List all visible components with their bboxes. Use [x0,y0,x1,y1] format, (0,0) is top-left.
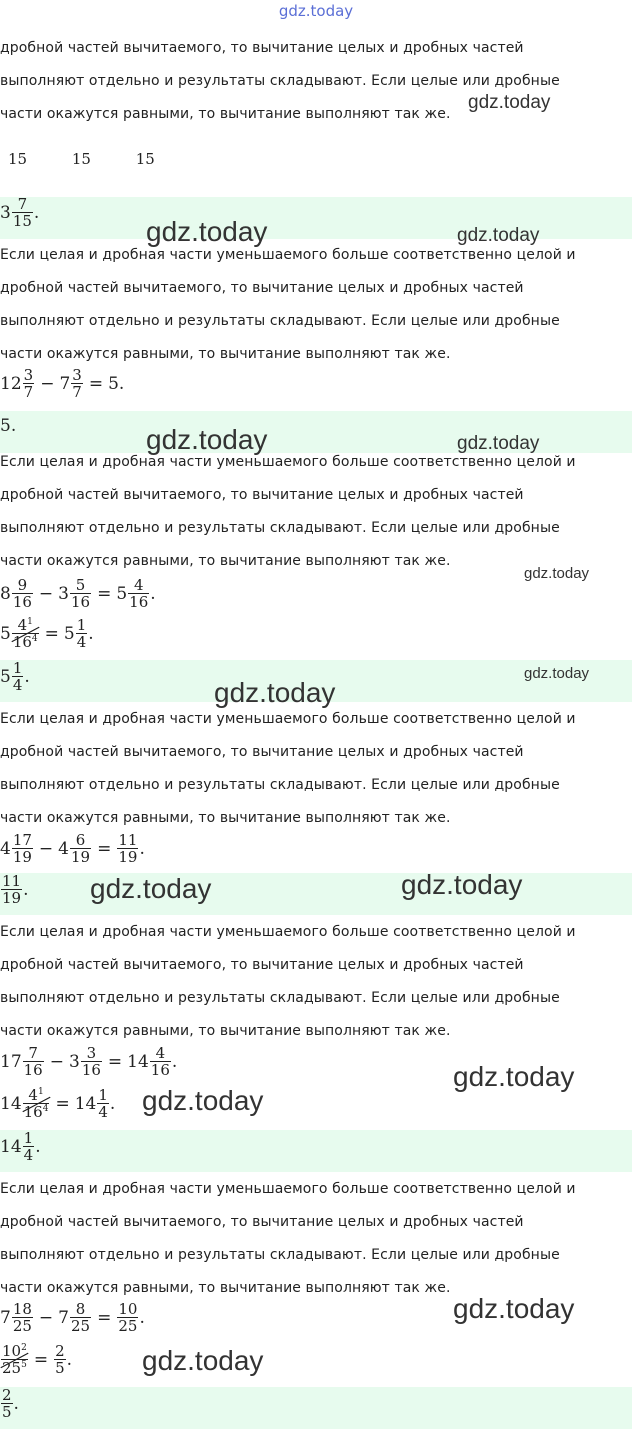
denominator: 4 [23,1146,34,1164]
denominator-value: 25 [2,1359,22,1377]
denominator: 19 [2,889,22,907]
fraction [12,577,33,610]
fraction [70,832,91,865]
numerator: 3 [86,1044,97,1062]
denominator: 16 [12,593,32,611]
work-5-reduce-line [0,1343,72,1376]
minus-sign: − [38,838,54,859]
reduced-denominator: 4 [42,1104,49,1114]
numerator [1,1343,28,1359]
fraction [12,832,33,865]
watermark: gdz.today [142,1345,264,1376]
denominator: 5 [2,1403,12,1421]
numerator: 11 [118,831,138,849]
denominator: 16 [23,1061,43,1079]
text-line: части окажутся равными, то вычитание выполняют так же. [0,1023,451,1039]
fraction [76,617,88,650]
answer-fraction [1,1387,13,1420]
numerator: 10 [118,1300,138,1318]
fraction [117,1301,138,1334]
fraction [97,1087,109,1120]
answer-whole: 3 [0,202,11,223]
text-line: Если целая и дробная части уменьшаемого больше соответственно целой и [0,454,576,470]
fraction [71,367,83,400]
watermark: gdz.today [457,225,540,246]
watermark: gdz.today [457,433,540,454]
numerator: 2 [55,1342,65,1360]
watermark: gdz.today [468,92,551,113]
reduced-numerator: 2 [21,1343,27,1353]
work-2-reduce-line [0,617,94,650]
whole: 7 [58,1307,69,1328]
equals-sign: = [33,1349,49,1370]
text-line: дробной частей вычитаемого, то вычитание целых и дробных частей [0,487,524,503]
text-line: выполняют отдельно и результаты складывают. Если целые или дробные [0,990,560,1006]
text-line: Если целая и дробная части уменьшаемого больше соответственно целой и [0,711,576,727]
watermark: gdz.today [214,677,336,708]
denominator: 7 [23,383,34,401]
watermark: gdz.today [90,873,212,904]
period: . [139,1307,145,1328]
whole: 5 [0,623,11,644]
denominator [23,1103,50,1120]
period: . [150,583,156,604]
period: . [88,623,94,644]
whole: 12 [0,373,22,394]
denominator: 19 [12,848,32,866]
period: . [23,879,29,900]
answer-whole: 14 [0,1136,22,1157]
fraction [81,1045,102,1078]
denominator: 5 [55,1359,65,1377]
equals-sign: = [97,583,112,604]
reduced-denominator: 4 [31,634,38,644]
answer-5 [0,1130,41,1163]
denominator: 4 [12,676,23,694]
denominator [1,1359,28,1376]
period: . [66,1349,73,1370]
period: . [24,666,30,687]
watermark: gdz.today [401,869,523,900]
period: . [171,1051,178,1072]
equals-sign: = [107,1051,123,1072]
denominator-value: 16 [12,633,32,651]
cancelled-fraction [23,1087,50,1120]
watermark: gdz.today [524,665,590,682]
answer-fraction [1,873,22,906]
denominator: 25 [12,1317,32,1335]
answer-whole: 5 [0,666,11,687]
period: . [109,1093,116,1114]
period: . [35,1136,41,1157]
whole: 5 [116,583,128,604]
numerator: 17 [12,831,32,849]
numerator: 6 [75,831,86,849]
work-4-reduce-line [0,1087,115,1120]
whole: 17 [0,1051,22,1072]
answer-4 [0,873,29,906]
fraction [23,367,35,400]
numerator: 1 [98,1086,108,1104]
whole: 7 [0,1307,11,1328]
whole: 14 [127,1051,149,1072]
answer-band [0,1130,632,1172]
fraction [54,1343,66,1376]
answer-fraction [12,196,33,229]
numerator-value: 4 [17,616,28,634]
equals-sign: = [97,1307,112,1328]
work-1-line [0,367,124,400]
numerator: 2 [2,1386,12,1404]
equals-sign: = [44,623,59,644]
equals-sign: = [97,838,112,859]
fraction [70,577,91,610]
numerator: 11 [2,872,22,890]
text-line: части окажутся равными, то вычитание выполняют так же. [0,346,451,362]
site-logo-watermark: gdz.today [278,2,354,20]
text-line: дробной частей вычитаемого, то вычитание целых и дробных частей [0,280,524,296]
cancelled-fraction [12,617,39,650]
denominator: 16 [71,593,91,611]
denominator: 15 [12,212,32,230]
fraction [70,1301,91,1334]
answer-fraction [12,660,24,693]
equals-sign: = [88,373,104,394]
watermark: gdz.today [453,1061,575,1092]
numerator: 7 [28,1044,38,1062]
work-4-line [0,1045,177,1078]
watermark: gdz.today [142,1085,264,1116]
numerator: 4 [155,1044,166,1062]
whole: 7 [59,373,71,394]
numerator: 1 [76,616,87,634]
answer-1 [0,196,39,229]
whole: 14 [0,1093,22,1114]
minus-sign: − [40,373,55,394]
numerator: 4 [133,576,144,594]
period: . [139,838,145,859]
text-line: дробной частей вычитаемого, то вычитание целых и дробных частей [0,1214,524,1230]
answer-whole: 5 [0,416,11,436]
period: . [33,202,40,223]
watermark: gdz.today [146,424,268,455]
text-line: дробной частей вычитаемого, то вычитание целых и дробных частей [0,957,524,973]
reduced-numerator: 1 [27,617,33,627]
cancelled-fraction [1,1343,28,1376]
fraction [117,832,138,865]
equals-sign: = [55,1093,70,1114]
denominator: 16 [129,593,149,611]
text-line: дробной частей вычитаемого, то вычитание целых и дробных частей [0,744,524,760]
fraction [12,1301,33,1334]
denominator [12,633,39,650]
answer-band [0,1387,632,1429]
minus-sign: − [49,1051,64,1072]
numerator: 1 [12,659,23,677]
period: . [10,416,17,436]
reduced-denominator: 5 [21,1360,27,1370]
text-line: Если целая и дробная части уменьшаемого больше соответственно целой и [0,924,576,940]
denominator: 16 [81,1061,101,1079]
fraction [128,577,149,610]
text-line: выполняют отдельно и результаты складывают. Если целые или дробные [0,313,560,329]
text-line: выполняют отдельно и результаты складывают. Если целые или дробные [0,777,560,793]
whole: 14 [74,1093,97,1114]
fraction [150,1045,171,1078]
whole: 4 [0,838,11,859]
text-line: Если целая и дробная части уменьшаемого больше соответственно целой и [0,247,576,263]
whole: 4 [58,838,69,859]
text-line: части окажутся равными, то вычитание выполняют так же. [0,810,451,826]
denominator: 7 [72,383,82,401]
whole: 8 [0,583,11,604]
text-line: дробной частей вычитаемого, то вычитание целых и дробных частей [0,40,524,56]
watermark: gdz.today [146,216,268,247]
answer-3 [0,660,30,693]
minus-sign: − [38,583,54,604]
denominator: 16 [150,1061,170,1079]
text-line: Если целая и дробная части уменьшаемого больше соответственно целой и [0,1181,576,1197]
work-5-line [0,1301,145,1334]
text-line: выполняют отдельно и результаты складывают. Если целые или дробные [0,520,560,536]
numerator: 5 [75,576,86,594]
numerator: 1 [23,1129,34,1147]
numerator: 18 [12,1300,32,1318]
work-3-line [0,832,145,865]
numerator: 8 [75,1300,86,1318]
denominator: 25 [71,1317,91,1335]
cut-off-denominators: 15 15 15 [8,150,155,168]
numerator: 3 [72,366,82,384]
watermark: gdz.today [453,1293,575,1324]
numerator: 3 [23,366,34,384]
whole: 5 [63,623,75,644]
answer-fraction [23,1130,35,1163]
whole: 3 [58,583,69,604]
text-line: выполняют отдельно и результаты складывают. Если целые или дробные [0,73,560,89]
denominator: 25 [118,1317,138,1335]
text-line: части окажутся равными, то вычитание выполняют так же. [0,106,451,122]
fraction [23,1045,44,1078]
minus-sign: − [38,1307,54,1328]
work-2-line [0,577,156,610]
result: 5. [108,373,125,394]
numerator-value: 4 [28,1086,38,1104]
period: . [13,1393,19,1414]
watermark: gdz.today [524,565,590,582]
numerator: 7 [17,195,28,213]
denominator: 4 [98,1103,108,1121]
text-line: части окажутся равными, то вычитание выполняют так же. [0,553,451,569]
denominator: 19 [118,848,138,866]
reduced-numerator: 1 [37,1087,44,1097]
text-line: части окажутся равными, то вычитание выполняют так же. [0,1280,451,1296]
answer-6 [0,1387,19,1420]
numerator: 9 [17,576,28,594]
answer-2 [0,416,16,436]
whole: 3 [68,1051,80,1072]
numerator-value: 10 [2,1342,22,1360]
text-line: выполняют отдельно и результаты складывают. Если целые или дробные [0,1247,560,1263]
denominator: 4 [76,633,87,651]
denominator: 19 [71,848,91,866]
denominator-value: 16 [23,1103,43,1121]
